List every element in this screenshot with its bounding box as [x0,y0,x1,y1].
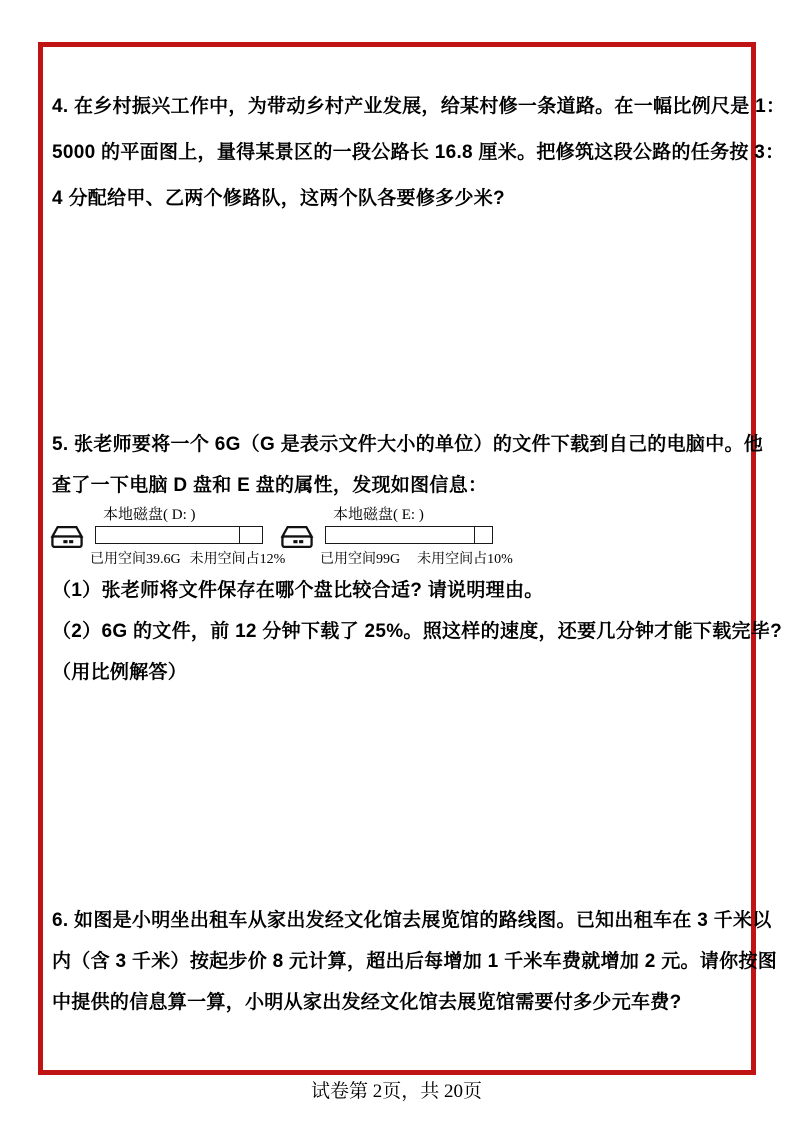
disk-d-title: 本地磁盘( D: ) [103,507,196,523]
question-5-part-2-note: （用比例解答） [52,662,188,683]
question-5 [52,424,764,506]
page-number-footer: 试卷第 2页，共 20页 [310,1081,482,1102]
question-4-line-2: 5000 的平面图上，量得某景区的一段公路长 16.8 厘米。把修筑这段公路的任务按 3： [52,142,785,163]
disk-properties-figure [0,503,793,573]
disk-d-free-label: 未用空间占12% [189,552,286,567]
question-4-line-1: 4. 在乡村振兴工作中，为带动乡村产业发展，给某村修一条道路。在一幅比例尺是 1： [52,96,786,117]
disk-d-used-label: 已用空间39.6G [90,552,181,567]
question-6-line-3: 中提供的信息算一算，小明从家出发经文化馆去展览馆需要付多少元车费? [52,992,682,1013]
question-5-part-1: （1）张老师将文件保存在哪个盘比较合适? 请说明理由。 [52,580,544,601]
disk-d-used-segment [96,527,240,543]
disk-e-caption [320,548,550,568]
question-4-line-3: 4 分配给甲、乙两个修路队，这两个队各要修多少米? [52,188,505,209]
disk-e-used-label: 已用空间99G [320,552,401,567]
question-6 [52,900,777,1023]
question-5-parts [52,570,782,693]
disk-d-caption [90,548,320,568]
question-5-line-1: 5. 张老师要将一个 6G（G 是表示文件大小的单位）的文件下载到自己的电脑中。他 [52,434,764,455]
question-5-line-2: 查了一下电脑 D 盘和 E 盘的属性，发现如图信息： [52,475,488,496]
hard-drive-icon [280,525,314,550]
question-6-line-2: 内（含 3 千米）按起步价 8 元计算，超出后每增加 1 千米车费就增加 2 元。请你按图 [52,951,777,972]
disk-e-usage-bar [325,526,493,544]
question-6-line-1: 6. 如图是小明坐出租车从家出发经文化馆去展览馆的路线图。已知出租车在 3 千米以 [52,910,772,931]
hard-drive-icon [50,525,84,550]
disk-e-title: 本地磁盘( E: ) [333,507,424,523]
question-4 [52,84,786,222]
disk-e-used-segment [326,527,475,543]
disk-e-free-label: 未用空间占10% [417,552,513,567]
disk-d-usage-bar [95,526,263,544]
question-5-part-2: （2）6G 的文件，前 12 分钟下载了 25%。照这样的速度，还要几分钟才能下载完毕? [52,621,782,642]
